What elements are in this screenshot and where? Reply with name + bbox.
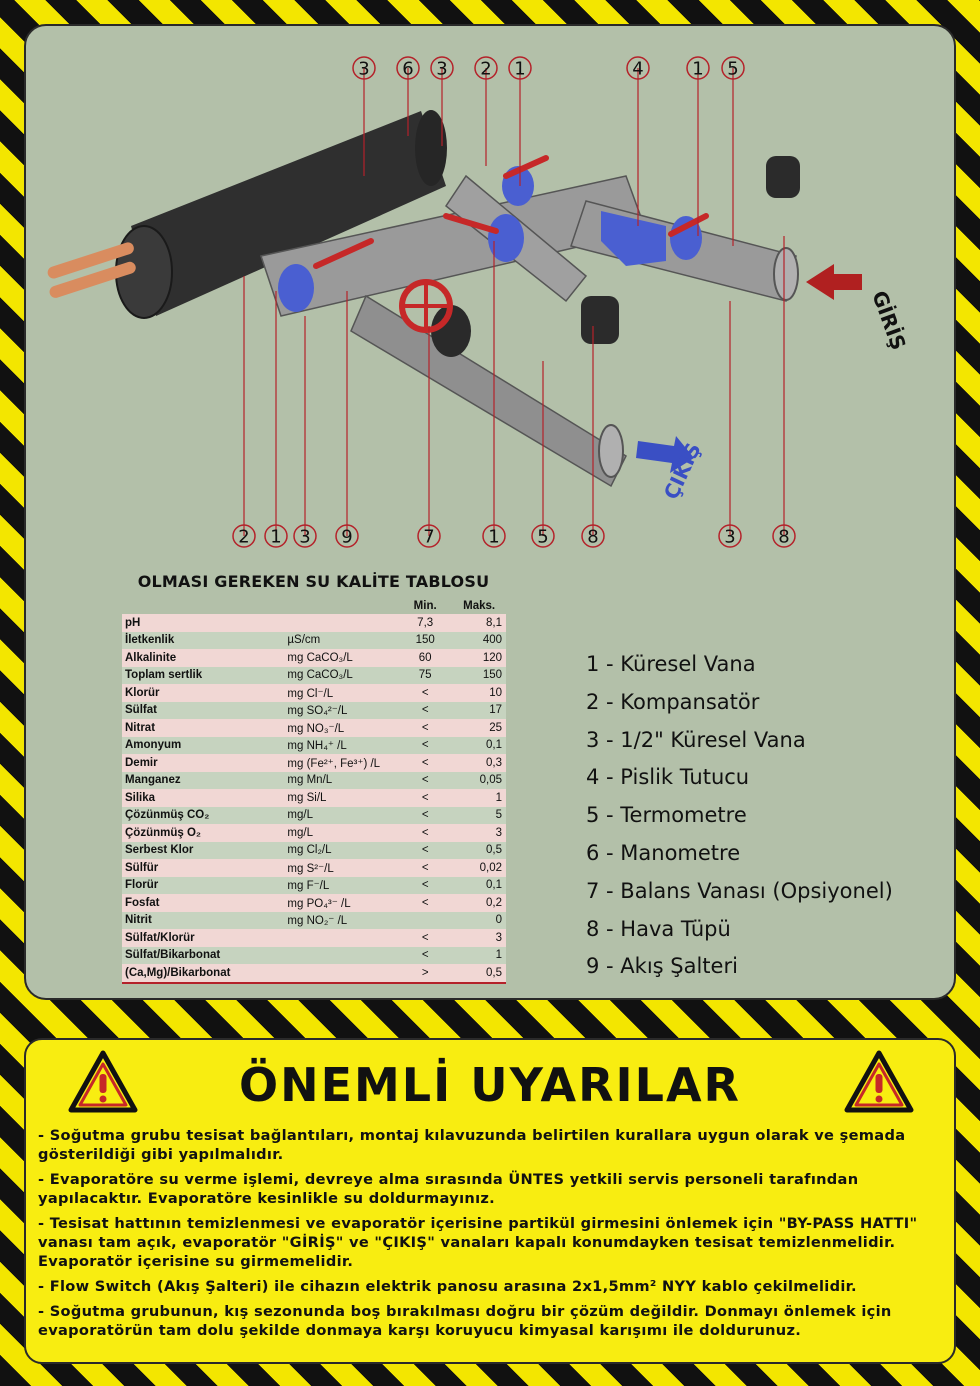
callout-number: 3 (358, 58, 370, 80)
cell-param: Çözünmüş O₂ (122, 824, 284, 842)
table-row (122, 912, 506, 930)
warning-item: - Soğutma grubunun, kış sezonunda boş bırakılması doğru bir çözüm değildir. Donmayı önlemek için evaporatörün tam dolu şekilde donmaya karşı koruyucu kimyasal karışımı ile doldurunuz. (38, 1303, 892, 1339)
cell-unit: mg NO₃⁻/L (284, 719, 398, 737)
cell-unit: mg CaCO₃/L (284, 667, 398, 685)
cell-max: 10 (452, 684, 506, 702)
callout-number: 5 (537, 526, 549, 548)
cell-max: 0,05 (452, 772, 506, 790)
cell-max: 0,1 (452, 877, 506, 895)
cell-max: 17 (452, 702, 506, 720)
cell-min (398, 912, 452, 930)
table-row (122, 824, 506, 842)
cell-param: Nitrat (122, 719, 284, 737)
cell-min: < (398, 772, 452, 790)
callout-number: 1 (270, 526, 282, 548)
table-row (122, 649, 506, 667)
table-title: OLMASI GEREKEN SU KALİTE TABLOSU (137, 572, 490, 591)
cell-param: Sülfat/Bikarbonat (122, 947, 284, 965)
table-row (122, 947, 506, 965)
cell-min: < (398, 947, 452, 965)
cell-unit: mg NH₄⁺ /L (284, 737, 398, 755)
cell-unit: mg PO₄³⁻ /L (284, 894, 398, 912)
callout-number: 1 (514, 58, 526, 80)
callout-marker (475, 57, 497, 166)
cell-unit: mg Cl₂/L (284, 842, 398, 860)
cell-max: 0,3 (452, 754, 506, 772)
cell-param: Fosfat (122, 894, 284, 912)
cell-unit: mg CaCO₃/L (284, 649, 398, 667)
table-row (122, 877, 506, 895)
cell-unit: mg (Fe²⁺, Fe³⁺) /L (284, 754, 398, 772)
legend-item: 8 - Hava Tüpü (586, 916, 731, 941)
cell-param: Toplam sertlik (122, 667, 284, 685)
callout-number: 2 (480, 58, 492, 80)
cell-max: 5 (452, 807, 506, 825)
cell-max: 3 (452, 929, 506, 947)
cell-min: 7,3 (398, 614, 452, 632)
diagram-panel (24, 24, 956, 1000)
cell-param: Nitrit (122, 912, 284, 930)
legend-item: 9 - Akış Şalteri (586, 954, 738, 979)
cell-max: 0 (452, 912, 506, 930)
callout-number: 8 (587, 526, 599, 548)
cell-param: Sülfür (122, 859, 284, 877)
cell-min: 60 (398, 649, 452, 667)
table-row (122, 807, 506, 825)
legend-item: 5 - Termometre (586, 803, 747, 828)
cell-unit: mg Si/L (284, 789, 398, 807)
table-row (122, 737, 506, 755)
callout-number: 9 (341, 526, 353, 548)
cell-max: 0,5 (452, 964, 506, 983)
cell-unit (284, 947, 398, 965)
cell-max: 3 (452, 824, 506, 842)
cell-max: 0,1 (452, 737, 506, 755)
legend-item: 6 - Manometre (586, 840, 741, 865)
cell-param: Sülfat (122, 702, 284, 720)
cell-param: Serbest Klor (122, 842, 284, 860)
legend-item: 3 - 1/2" Küresel Vana (586, 727, 806, 752)
cell-param: Florür (122, 877, 284, 895)
legend-item: 4 - Pislik Tutucu (586, 765, 750, 790)
table-header-row (122, 598, 506, 614)
callout-marker (687, 57, 709, 236)
cell-max: 0,5 (452, 842, 506, 860)
cell-unit (284, 614, 398, 632)
cell-min: < (398, 877, 452, 895)
cell-min: < (398, 684, 452, 702)
cell-min: 150 (398, 632, 452, 650)
header-min: Min. (398, 598, 452, 614)
cell-param: Demir (122, 754, 284, 772)
cell-min: < (398, 807, 452, 825)
cell-param: Silika (122, 789, 284, 807)
cell-unit: mg/L (284, 807, 398, 825)
table-row (122, 684, 506, 702)
cell-min: < (398, 894, 452, 912)
cell-unit: mg S²⁻/L (284, 859, 398, 877)
outlet-arrow (636, 436, 706, 503)
legend-item: 2 - Kompansatör (586, 689, 760, 714)
warnings-title: ÖNEMLİ UYARILAR (239, 1058, 741, 1112)
cell-param: pH (122, 614, 284, 632)
table-row (122, 842, 506, 860)
cell-max: 400 (452, 632, 506, 650)
table-row (122, 632, 506, 650)
warning-triangle-icon (844, 1050, 914, 1114)
table-row (122, 859, 506, 877)
water-quality-table (122, 598, 506, 984)
cell-unit (284, 964, 398, 983)
callout-marker (719, 301, 741, 548)
callout-marker (265, 291, 287, 548)
warning-item: - Flow Switch (Akış Şalteri) ile cihazın elektrik panosu arasına 2x1,5mm² NYY kablo çekilmelidir. (38, 1278, 857, 1295)
cell-unit: mg Cl⁻/L (284, 684, 398, 702)
table-row (122, 789, 506, 807)
cell-param: Amonyum (122, 737, 284, 755)
inlet-arrow (806, 264, 911, 353)
header-max: Maks. (452, 598, 506, 614)
table-row (122, 667, 506, 685)
cell-param: (Ca,Mg)/Bikarbonat (122, 964, 284, 983)
cell-max: 1 (452, 789, 506, 807)
cell-min: 75 (398, 667, 452, 685)
callout-number: 3 (299, 526, 311, 548)
table-row (122, 754, 506, 772)
cell-min: < (398, 702, 452, 720)
cell-param: Klorür (122, 684, 284, 702)
table-row (122, 964, 506, 983)
callout-marker (294, 316, 316, 548)
callout-number: 3 (436, 58, 448, 80)
callout-number: 4 (632, 58, 644, 80)
table-row (122, 702, 506, 720)
callout-number: 7 (423, 526, 435, 548)
table-row (122, 894, 506, 912)
legend-item: 1 - Küresel Vana (586, 652, 756, 676)
cell-param: Sülfat/Klorür (122, 929, 284, 947)
callout-marker (233, 276, 255, 548)
piping-diagram (26, 26, 956, 566)
callout-marker (722, 57, 744, 246)
cell-min: < (398, 859, 452, 877)
cell-unit (284, 929, 398, 947)
cell-param: İletkenlik (122, 632, 284, 650)
cell-param: Alkalinite (122, 649, 284, 667)
table-row (122, 929, 506, 947)
component-legend (586, 646, 893, 986)
callout-number: 5 (727, 58, 739, 80)
cell-min: < (398, 737, 452, 755)
warnings-panel (24, 1038, 956, 1364)
cell-max: 1 (452, 947, 506, 965)
cell-max: 150 (452, 667, 506, 685)
inlet-label: GİRİŞ (867, 287, 911, 354)
cell-min: < (398, 842, 452, 860)
cell-unit: mg F⁻/L (284, 877, 398, 895)
warning-item: - Soğutma grubu tesisat bağlantıları, montaj kılavuzunda belirtilen kurallara uygun olarak ve şemada gösterildiği gibi yapılmalıdır. (38, 1127, 906, 1163)
cell-param: Çözünmüş CO₂ (122, 807, 284, 825)
cell-unit: mg/L (284, 824, 398, 842)
cell-min: < (398, 929, 452, 947)
warning-item: - Tesisat hattının temizlenmesi ve evaporatör içerisine partikül girmesini önlemek için "BY-PASS HATTI" vanası tam açık, evaporatör "GİRİŞ" ve "ÇIKIŞ" vanaları kapalı konumdayken tesisat temizlenmelidir. Evaporatör içerisine su girmemelidir. (38, 1215, 918, 1270)
callout-number: 3 (724, 526, 736, 548)
callout-number: 2 (238, 526, 250, 548)
callout-number: 1 (692, 58, 704, 80)
warning-item: - Evaporatöre su verme işlemi, devreye alma sırasında ÜNTES yetkili servis personeli tarafından yapılacaktır. Evaporatöre kesinlikle su doldurmayınız. (38, 1171, 859, 1207)
cell-unit: mg Mn/L (284, 772, 398, 790)
table-row (122, 614, 506, 632)
cell-min: < (398, 789, 452, 807)
cell-max: 25 (452, 719, 506, 737)
cell-param: Manganez (122, 772, 284, 790)
cell-min: < (398, 719, 452, 737)
cell-min: > (398, 964, 452, 983)
callout-number: 6 (402, 58, 414, 80)
legend-item: 7 - Balans Vanası (Opsiyonel) (586, 878, 893, 903)
callout-marker (532, 361, 554, 548)
cell-min: < (398, 754, 452, 772)
callout-number: 1 (488, 526, 500, 548)
cell-max: 0,2 (452, 894, 506, 912)
cell-max: 0,02 (452, 859, 506, 877)
cell-min: < (398, 824, 452, 842)
table-row (122, 772, 506, 790)
cell-unit: µS/cm (284, 632, 398, 650)
cell-unit: mg SO₄²⁻/L (284, 702, 398, 720)
warnings-list (38, 1126, 943, 1346)
cell-unit: mg NO₂⁻ /L (284, 912, 398, 930)
outlet-label: ÇIKIŞ (658, 439, 706, 504)
table-row (122, 719, 506, 737)
cell-max: 8,1 (452, 614, 506, 632)
callout-number: 8 (778, 526, 790, 548)
cell-max: 120 (452, 649, 506, 667)
